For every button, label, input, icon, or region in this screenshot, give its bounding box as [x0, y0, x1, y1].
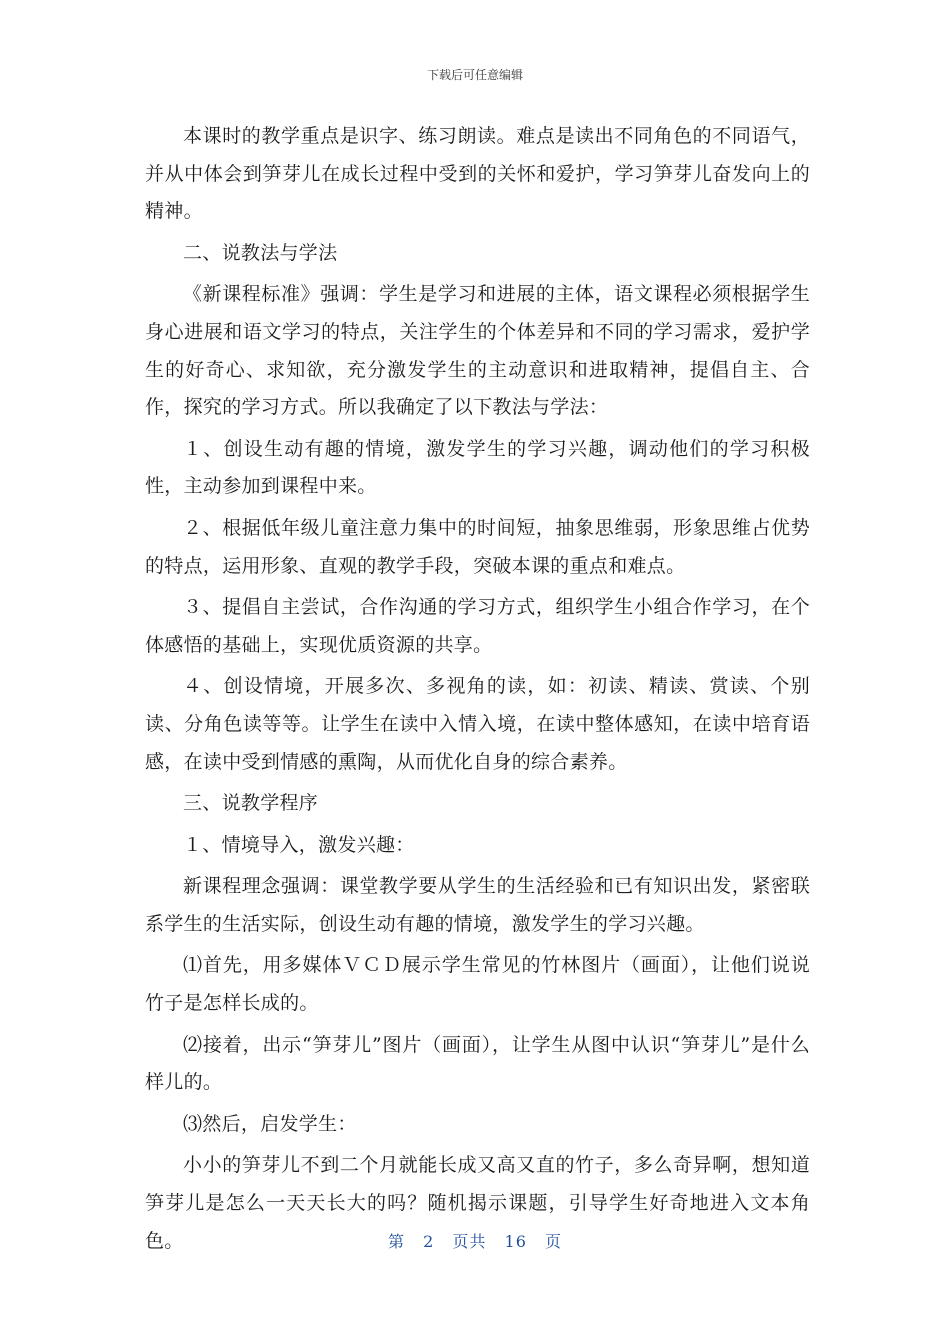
paragraph-teaching-focus: 本课时的教学重点是识字、练习朗读。难点是读出不同角色的不同语气，并从中体会到笋芽儿在成长过程中受到的关怀和爱护，学习笋芽儿奋发向上的精神。	[145, 125, 810, 223]
footer-page-word: 第	[388, 1232, 406, 1251]
list-item-method-4: ４、创设情境，开展多次、多视角的读，如：初读、精读、赏读、个别读、分角色读等等。让学生在读中入情入境，在读中整体感知，在读中培育语感，在读中受到情感的熏陶，从而优化自身的综合素养。	[145, 675, 810, 773]
list-item-method-1: １、创设生动有趣的情境，激发学生的学习兴趣，调动他们的学习积极性，主动参加到课程中来。	[145, 437, 810, 498]
page-header: 下载后可任意编辑	[426, 68, 523, 82]
paragraph-reveal-topic: 小小的笋芽儿不到二个月就能长成又高又直的竹子，多么奇异啊，想知道笋芽儿是怎么一天天长大的吗？随机揭示课题，引导学生好奇地进入文本角色。	[145, 1154, 810, 1252]
footer-page-of-word: 页共	[452, 1232, 487, 1251]
list-item-method-3: ３、提倡自主尝试，合作沟通的学习方式，组织学生小组合作学习，在个体感悟的基础上，实现优质资源的共享。	[145, 596, 810, 656]
list-item-step-1: ⑴首先，用多媒体ＶＣＤ展示学生常见的竹林图片（画面），让他们说说竹子是怎样长成的。	[145, 954, 810, 1015]
subheading-situation-intro: １、情境导入，激发兴趣：	[183, 833, 415, 856]
paragraph-curriculum-standard: 《新课程标准》强调：学生是学习和进展的主体，语文课程必须根据学生身心进展和语文学习的特点，关注学生的个体差异和不同的学习需求，爱护学生的好奇心、求知欲，充分激发学生的主动意识和进取精神，提倡自主、合作，探究的学习方式。所以我确定了以下教法与学法：	[145, 283, 810, 419]
section-heading-procedure: 三、说教学程序	[183, 792, 319, 815]
list-item-step-2: ⑵接着，出示“笋芽儿”图片（画面），让学生从图中认识“笋芽儿”是什么样儿的。	[145, 1033, 810, 1094]
footer-total-pages: 16	[504, 1232, 527, 1251]
footer-page-unit: 页	[544, 1232, 562, 1251]
page-footer	[0, 1229, 950, 1252]
document-body	[145, 118, 810, 1264]
list-item-step-3: ⑶然后，启发学生：	[183, 1112, 357, 1135]
paragraph-curriculum-idea: 新课程理念强调：课堂教学要从学生的生活经验和已有知识出发，紧密联系学生的生活实际，创设生动有趣的情境，激发学生的学习兴趣。	[145, 875, 810, 935]
list-item-method-2: ２、根据低年级儿童注意力集中的时间短，抽象思维弱，形象思维占优势的特点，运用形象、直观的教学手段，突破本课的重点和难点。	[145, 516, 810, 577]
footer-page-number: 2	[423, 1232, 435, 1251]
section-heading-methods: 二、说教法与学法	[183, 241, 338, 264]
